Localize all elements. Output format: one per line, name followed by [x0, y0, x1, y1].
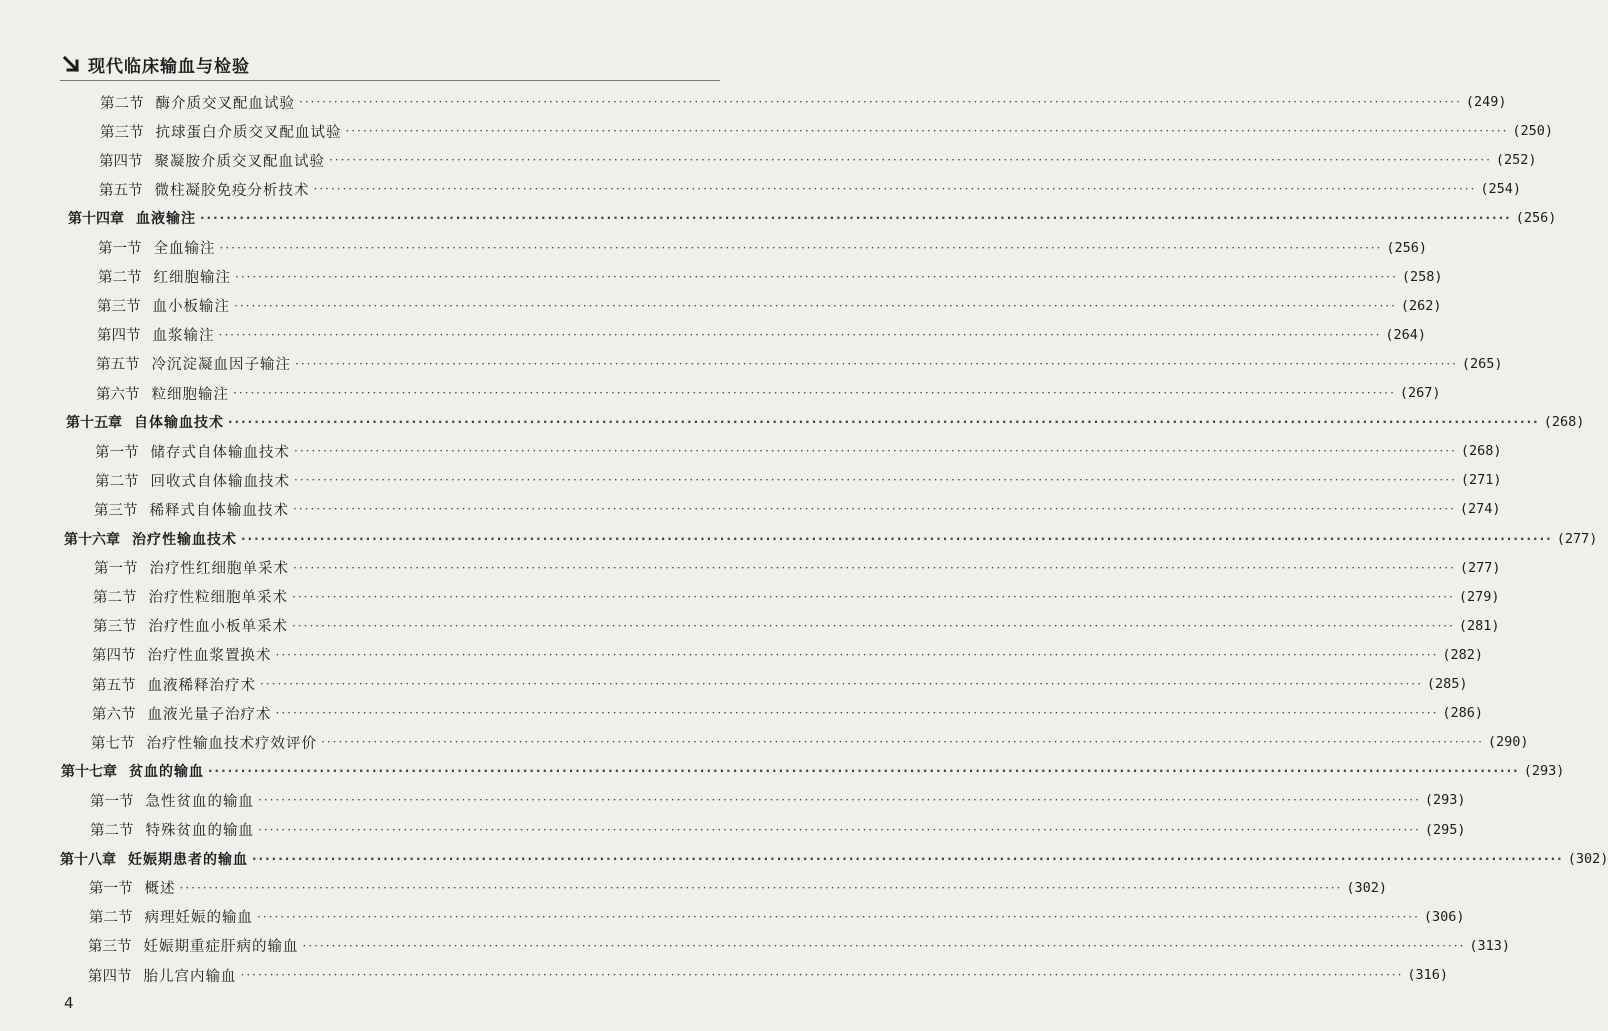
toc-section-row [92, 698, 1484, 728]
page-ref: (279) [1458, 588, 1500, 605]
toc-section-row [90, 815, 1466, 845]
dot-leader: ········································································································································································································ [235, 269, 1398, 284]
dot-leader: ········································································································································································································ [234, 298, 1397, 313]
section-number: 第一节 [94, 561, 138, 578]
page-ref: (254) [1480, 181, 1522, 198]
dot-leader: ········································································································································································································ [292, 618, 1455, 633]
arrow-icon [62, 55, 82, 75]
section-title: 妊娠期重症肝病的输血 [143, 939, 299, 956]
section-title: 酶介质交叉配血试验 [155, 95, 295, 112]
dot-leader: ········································································································································································································ [321, 735, 1484, 750]
chapter-title: 自体输血技术 [134, 415, 224, 432]
dot-leader: ········································································································································································································ [258, 793, 1421, 808]
section-number: 第一节 [98, 241, 142, 257]
section-title: 血液光量子治疗术 [147, 706, 272, 723]
toc-chapter-row [64, 524, 1598, 554]
chapter-title: 贫血的输血 [129, 764, 204, 781]
toc-section-row [96, 349, 1503, 379]
running-header [62, 52, 250, 77]
section-title: 抗球蛋白介质交叉配血试验 [155, 124, 342, 141]
section-title: 血浆输注 [152, 328, 215, 345]
section-number: 第二节 [89, 910, 133, 927]
section-title: 全血输注 [153, 241, 216, 257]
toc-section-row [93, 582, 1500, 612]
section-title: 粒细胞输注 [151, 386, 229, 403]
dot-leader: ········································································································································································································ [302, 938, 1466, 953]
section-number: 第二节 [93, 590, 137, 607]
section-number: 第六节 [96, 386, 140, 403]
page-ref: (268) [1543, 414, 1585, 431]
toc-section-row [99, 145, 1537, 175]
dot-leader: ········································································································································································································ [294, 444, 1457, 459]
dot-leader: ········································································································································································································ [260, 677, 1423, 691]
section-number: 第二节 [90, 823, 134, 839]
section-number: 第一节 [90, 793, 134, 810]
page-ref: (250) [1512, 123, 1554, 140]
toc-section-row [96, 378, 1441, 408]
dot-leader: ········································································································································································································ [293, 560, 1456, 575]
section-title: 病理妊娠的输血 [144, 910, 253, 927]
toc-section-row [97, 291, 1442, 321]
toc-section-row [88, 931, 1511, 961]
dot-leader: ········································································································································································································ [275, 706, 1439, 721]
toc-section-row [89, 873, 1388, 903]
section-title: 血小板输注 [152, 299, 230, 316]
page-ref: (306) [1423, 908, 1465, 925]
toc-section-row [90, 785, 1466, 815]
toc-section-row [100, 87, 1507, 117]
section-title: 概述 [144, 881, 176, 898]
page-ref: (277) [1556, 530, 1598, 547]
chapter-number: 第十八章 [60, 851, 116, 868]
book-title: 现代临床输血与检验 [88, 57, 250, 77]
chapter-title: 妊娠期患者的输血 [128, 851, 248, 868]
dot-leader: ········································································································································································································ [219, 240, 1383, 255]
dot-leader: ········································································································································································································ [257, 909, 1420, 924]
section-title: 治疗性血浆置换术 [147, 648, 272, 665]
page-ref: (293) [1523, 763, 1565, 780]
page-ref: (252) [1495, 152, 1537, 169]
toc-section-row [95, 465, 1502, 495]
page-ref: (268) [1460, 443, 1502, 460]
dot-leader: ········································································································································································································ [241, 531, 1553, 546]
toc-chapter-row [68, 203, 1557, 233]
page-ref: (290) [1487, 734, 1529, 751]
section-title: 治疗性粒细胞单采术 [148, 590, 288, 607]
page-ref: (274) [1459, 501, 1501, 518]
toc-section-row [92, 669, 1468, 699]
dot-leader: ········································································································································································································ [295, 356, 1458, 371]
page-ref: (264) [1385, 326, 1427, 343]
chapter-title: 血液输注 [136, 211, 196, 228]
dot-leader: ········································································································································································································ [240, 968, 1404, 982]
chapter-number: 第十六章 [64, 531, 120, 548]
page-ref: (313) [1469, 937, 1511, 954]
toc-section-row [88, 960, 1449, 990]
section-title: 冷沉淀凝血因子输注 [151, 357, 291, 374]
section-number: 第三节 [88, 939, 132, 956]
section-number: 第六节 [92, 706, 136, 723]
dot-leader: ········································································································································································································ [329, 153, 1492, 168]
page-ref: (285) [1426, 676, 1468, 692]
page-ref: (267) [1399, 385, 1441, 401]
section-title: 聚凝胺介质交叉配血试验 [154, 153, 325, 170]
section-number: 第三节 [94, 502, 138, 519]
dot-leader: ········································································································································································································ [292, 589, 1455, 604]
section-number: 第二节 [100, 95, 144, 112]
page-ref: (258) [1401, 268, 1443, 285]
section-title: 治疗性红细胞单采术 [149, 561, 289, 578]
section-title: 急性贫血的输血 [145, 793, 254, 810]
section-title: 回收式自体输血技术 [150, 473, 290, 490]
page-ref: (282) [1442, 646, 1484, 663]
section-number: 第四节 [99, 153, 143, 170]
toc-section-row [99, 174, 1522, 204]
section-title: 治疗性血小板单采术 [148, 619, 288, 636]
toc-section-row [98, 262, 1443, 292]
page-ref: (302) [1346, 879, 1388, 896]
toc-section-row [94, 553, 1501, 583]
dot-leader: ········································································································································································································ [293, 502, 1456, 517]
chapter-number: 第十四章 [68, 211, 124, 228]
dot-leader: ········································································································································································································ [313, 182, 1477, 197]
page-ref: (293) [1424, 792, 1466, 809]
section-number: 第一节 [89, 881, 133, 898]
section-title: 微柱凝胶免疫分析技术 [154, 182, 310, 199]
section-title: 血液稀释治疗术 [147, 677, 256, 694]
section-title: 稀释式自体输血技术 [149, 502, 289, 519]
page-ref: (286) [1442, 705, 1484, 722]
toc-section-row [97, 320, 1427, 350]
dot-leader: ········································································································································································································ [252, 851, 1564, 866]
chapter-title: 治疗性输血技术 [132, 531, 237, 548]
section-number: 第五节 [96, 357, 140, 374]
section-number: 第一节 [95, 444, 139, 461]
header-divider [60, 80, 720, 81]
section-number: 第七节 [91, 735, 135, 752]
section-number: 第四节 [92, 648, 136, 665]
toc-section-row [98, 233, 1428, 263]
page-ref: (302) [1567, 850, 1608, 867]
toc-section-row [89, 902, 1465, 932]
page-ref: (316) [1407, 967, 1449, 983]
section-number: 第四节 [97, 328, 141, 345]
toc-section-row [95, 436, 1502, 466]
page-ref: (295) [1424, 821, 1466, 838]
toc-chapter-row [61, 756, 1565, 786]
section-number: 第三节 [100, 124, 144, 141]
toc-section-row [92, 640, 1484, 670]
toc-chapter-row [60, 844, 1608, 874]
page-ref: (249) [1465, 94, 1507, 110]
dot-leader: ········································································································································································································ [233, 386, 1396, 400]
dot-leader: ········································································································································································································ [179, 880, 1343, 895]
section-title: 治疗性输血技术疗效评价 [146, 735, 317, 752]
section-number: 第五节 [92, 677, 136, 694]
dot-leader: ········································································································································································································ [218, 327, 1382, 342]
section-title: 胎儿宫内输血 [143, 968, 237, 985]
dot-leader: ········································································································································································································ [200, 211, 1512, 226]
page-ref: (256) [1515, 210, 1557, 227]
page-ref: (265) [1461, 355, 1503, 372]
dot-leader: ········································································································································································································ [275, 647, 1439, 662]
section-number: 第四节 [88, 968, 132, 985]
section-title: 特殊贫血的输血 [145, 823, 254, 839]
page-ref: (262) [1400, 297, 1442, 314]
toc-chapter-row [66, 407, 1585, 437]
toc-section-row [93, 611, 1500, 641]
section-number: 第二节 [95, 473, 139, 490]
chapter-number: 第十七章 [61, 764, 117, 781]
toc-section-row [91, 727, 1529, 757]
section-number: 第五节 [99, 182, 143, 199]
page-ref: (271) [1460, 472, 1502, 489]
dot-leader: ········································································································································································································ [228, 415, 1540, 430]
page-ref: (256) [1386, 239, 1428, 256]
page-ref: (281) [1458, 617, 1500, 634]
chapter-number: 第十五章 [66, 415, 122, 432]
dot-leader: ········································································································································································································ [345, 124, 1509, 139]
section-number: 第三节 [93, 619, 137, 636]
section-title: 红细胞输注 [153, 270, 231, 287]
dot-leader: ········································································································································································································ [294, 473, 1457, 488]
page-ref: (277) [1459, 559, 1501, 576]
dot-leader: ········································································································································································································ [299, 95, 1462, 109]
page-number: 4 [64, 994, 74, 1012]
toc-section-row [100, 116, 1554, 146]
section-number: 第三节 [97, 299, 141, 316]
section-number: 第二节 [98, 270, 142, 287]
toc-section-row [94, 494, 1501, 524]
dot-leader: ········································································································································································································ [208, 764, 1520, 779]
section-title: 储存式自体输血技术 [150, 444, 290, 461]
dot-leader: ········································································································································································································ [258, 822, 1421, 837]
